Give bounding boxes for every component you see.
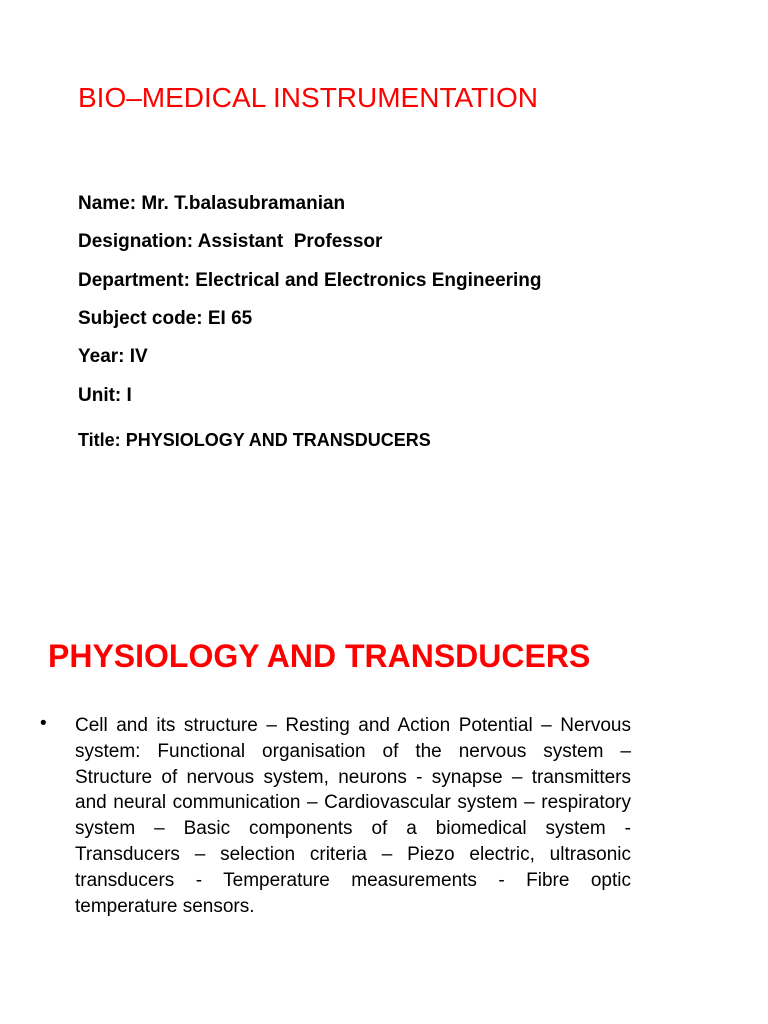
department-value: Electrical and Electronics Engineering xyxy=(195,270,542,291)
year-label: Year: xyxy=(78,346,125,367)
course-title: BIO–MEDICAL INSTRUMENTATION xyxy=(78,82,538,113)
unit-value: I xyxy=(126,385,132,406)
subject-code-label: Subject code: xyxy=(78,308,203,329)
syllabus-title: PHYSIOLOGY AND TRANSDUCERS xyxy=(48,638,591,674)
year-value: IV xyxy=(129,346,148,367)
year-line xyxy=(78,346,148,368)
name-label: Name: xyxy=(78,193,137,214)
syllabus-bullet-text: Cell and its structure – Resting and Action Potential – Nervous system: Functional organisation of the nervous system – Structure of nervous system, neurons - synapse – transmitters and neural communication – Cardiovascular system – respiratory system – Basic components of a biomedical system - Transducers – selection criteria – Piezo electric, ultrasonic transducers - Temperature measurements - Fibre optic temperature sensors. xyxy=(75,715,631,917)
designation-label: Designation: xyxy=(78,231,194,252)
department-label: Department: xyxy=(78,270,190,291)
name-line xyxy=(78,193,345,215)
topic-line xyxy=(78,430,431,451)
subject-code-line xyxy=(78,308,252,330)
designation-value: Assistant Professor xyxy=(197,231,383,252)
bullet-marker: • xyxy=(40,713,47,734)
unit-line xyxy=(78,385,132,407)
name-value: Mr. T.balasubramanian xyxy=(141,193,346,214)
designation-line xyxy=(78,231,382,253)
unit-label: Unit: xyxy=(78,385,122,406)
subject-code-value: EI 65 xyxy=(207,308,253,329)
department-line xyxy=(78,270,542,292)
slide-syllabus xyxy=(0,600,768,1024)
topic-label: Title: xyxy=(78,430,121,450)
topic-value: PHYSIOLOGY AND TRANSDUCERS xyxy=(125,430,431,450)
